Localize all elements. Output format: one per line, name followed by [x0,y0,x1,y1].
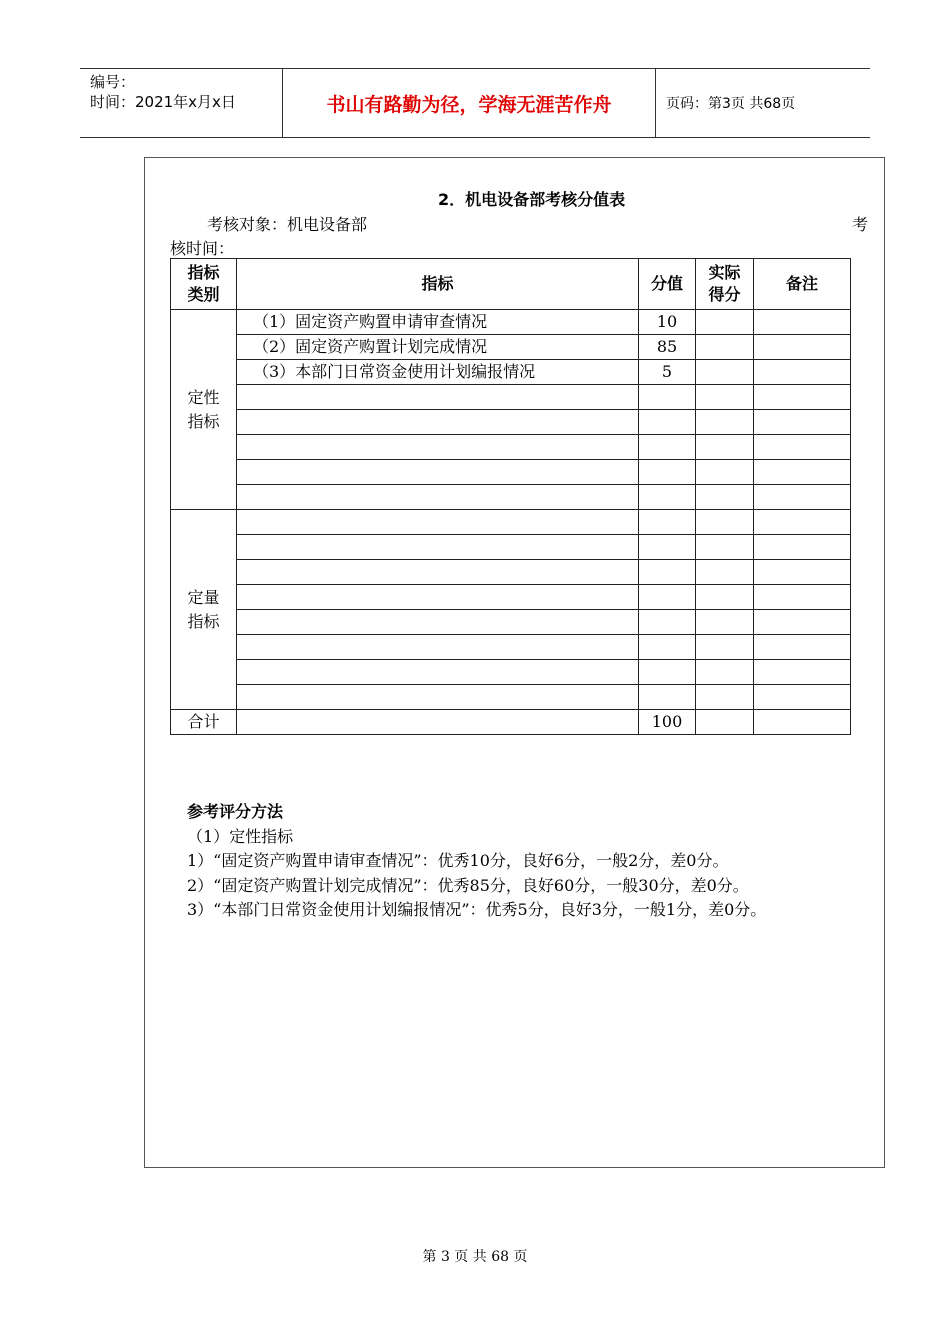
table-row [171,585,851,610]
method-subheading: （1）定性指标 [187,826,294,846]
note-cell [754,660,851,685]
actual-score-cell [696,360,754,385]
score-cell [639,435,696,460]
note-cell [754,435,851,460]
actual-score-cell [696,610,754,635]
actual-score-cell [696,485,754,510]
indicator-cell [237,585,639,610]
time-label: 时间：2021年x月x日 [90,93,236,111]
indicator-cell [237,685,639,710]
score-cell [639,535,696,560]
method-item: 2）“固定资产购置计划完成情况”：优秀85分，良好60分，一般30分，差0分。 [187,875,749,895]
actual-score-cell [696,535,754,560]
note-cell [754,310,851,335]
score-cell: 10 [639,310,696,335]
table-row [171,635,851,660]
category-cell: 定量 指标 [171,510,237,710]
score-cell [639,460,696,485]
score-cell: 5 [639,360,696,385]
number-label: 编号： [90,73,136,91]
indicator-cell [237,510,639,535]
table-row [171,385,851,410]
score-cell [639,585,696,610]
header-meta [80,69,282,137]
score-cell [639,410,696,435]
score-cell [639,635,696,660]
actual-score-cell [696,560,754,585]
note-cell [754,460,851,485]
indicator-cell [237,635,639,660]
actual-score-cell [696,435,754,460]
page-code: 页码：第3页 共68页 [666,96,796,112]
score-table [170,258,851,735]
actual-score-cell [696,410,754,435]
assessment-time-prefix: 考 [852,215,869,234]
note-cell [754,360,851,385]
table-row [171,360,851,385]
slogan: 书山有路勤为径，学海无涯苦作舟 [326,93,612,116]
table-row [171,610,851,635]
total-note-cell [754,710,851,735]
note-cell [754,635,851,660]
actual-score-cell [696,310,754,335]
note-cell [754,535,851,560]
note-cell [754,585,851,610]
score-cell: 85 [639,335,696,360]
note-cell [754,485,851,510]
header-actual: 实际 得分 [696,259,754,310]
indicator-cell [237,610,639,635]
score-cell [639,385,696,410]
note-cell [754,385,851,410]
score-cell [639,510,696,535]
indicator-cell: （1）固定资产购置申请审查情况 [237,310,639,335]
table-header-row [171,259,851,310]
actual-score-cell [696,460,754,485]
scoring-method [155,800,880,923]
category-cell: 定性 指标 [171,310,237,510]
header-indicator: 指标 [237,259,639,310]
note-cell [754,410,851,435]
table-row [171,685,851,710]
assessment-time: 核时间： [170,239,235,258]
table-row [171,485,851,510]
header-page-cell [656,69,870,137]
actual-score-cell [696,635,754,660]
score-cell [639,485,696,510]
table-row [171,335,851,360]
indicator-cell [237,410,639,435]
table-row [171,410,851,435]
doc-title: 2．机电设备部考核分值表 [438,190,626,209]
page-footer: 第 3 页 共 68 页 [422,1249,528,1265]
header-category: 指标 类别 [171,259,237,310]
total-label: 合计 [171,710,237,735]
header-note: 备注 [754,259,851,310]
table-row [171,535,851,560]
page-header [80,68,870,138]
note-cell [754,510,851,535]
indicator-cell: （2）固定资产购置计划完成情况 [237,335,639,360]
indicator-cell: （3）本部门日常资金使用计划编报情况 [237,360,639,385]
actual-score-cell [696,660,754,685]
score-cell [639,560,696,585]
table-row [171,310,851,335]
actual-score-cell [696,385,754,410]
table-row [171,460,851,485]
total-indicator-cell [237,710,639,735]
total-score: 100 [639,710,696,735]
note-cell [754,560,851,585]
actual-score-cell [696,510,754,535]
score-cell [639,685,696,710]
actual-score-cell [696,335,754,360]
table-row [171,510,851,535]
indicator-cell [237,435,639,460]
indicator-cell [237,560,639,585]
total-actual-cell [696,710,754,735]
score-cell [639,660,696,685]
indicator-cell [237,485,639,510]
header-score: 分值 [639,259,696,310]
indicator-cell [237,535,639,560]
method-heading: 参考评分方法 [187,802,284,821]
indicator-cell [237,460,639,485]
assessment-subject: 考核对象：机电设备部 [207,215,368,234]
method-item: 3）“本部门日常资金使用计划编报情况”：优秀5分，良好3分，一般1分，差0分。 [187,900,767,919]
table-row [171,560,851,585]
indicator-cell [237,660,639,685]
total-row [171,710,851,735]
score-cell [639,610,696,635]
note-cell [754,335,851,360]
actual-score-cell [696,585,754,610]
table-row [171,435,851,460]
indicator-cell [237,385,639,410]
actual-score-cell [696,685,754,710]
header-slogan-cell [282,69,656,137]
note-cell [754,610,851,635]
note-cell [754,685,851,710]
method-item: 1）“固定资产购置申请审查情况”：优秀10分，良好6分，一般2分，差0分。 [187,851,729,870]
table-row [171,660,851,685]
